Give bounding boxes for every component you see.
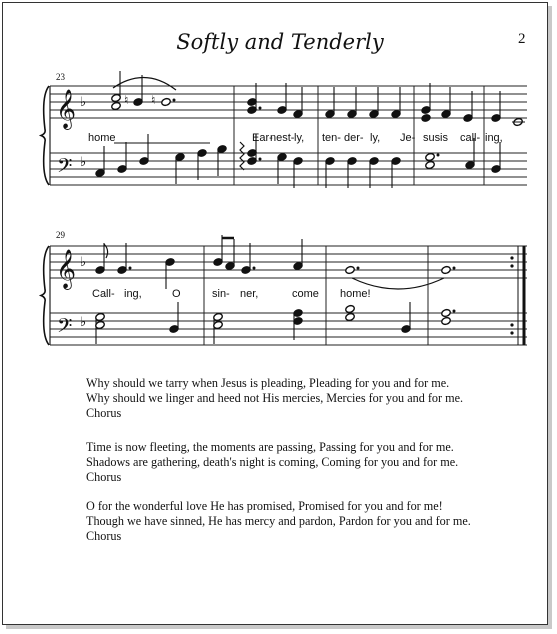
verse-block-2: [86, 440, 458, 484]
half-note-head: [425, 152, 435, 161]
lyric-syllable: ten-: [322, 132, 341, 144]
lyric-syllable: ly,: [370, 132, 381, 144]
half-note-head: [345, 312, 355, 321]
repeat-dot: [510, 331, 513, 334]
lyric-syllable: ing,: [124, 288, 142, 300]
dot: [173, 99, 176, 102]
half-note-head: [345, 304, 355, 313]
lyric-syllable: ner,: [240, 288, 259, 300]
treble-clef-icon: 𝄞: [56, 249, 77, 289]
chorus-label: Chorus: [86, 469, 122, 484]
verse-line: Shadows are gathering, death's night is coming, Coming for you and for me.: [86, 454, 459, 469]
flat-key-signature-icon: ♭: [80, 315, 87, 330]
bass-clef-icon: 𝄢: [57, 314, 73, 342]
half-note-head: [441, 265, 451, 274]
lyric-syllable: O: [172, 288, 181, 300]
lyric-syllable: Call-: [92, 288, 115, 300]
repeat-dot: [510, 323, 513, 326]
lyric-syllable: ly,: [294, 132, 305, 144]
lyric-syllable: home!: [340, 288, 371, 300]
verse-block-3: [86, 499, 471, 543]
verse-line: O for the wonderful love He has promised, Promised for you and for me!: [86, 499, 443, 513]
chorus-label: Chorus: [86, 405, 122, 420]
lyric-syllable: home: [88, 132, 116, 144]
repeat-dot: [510, 256, 513, 259]
slur: [113, 77, 176, 90]
dot: [437, 154, 440, 157]
system-1: [41, 71, 527, 188]
natural-sign-icon: ♮: [124, 93, 129, 107]
chorus-label: Chorus: [86, 528, 122, 543]
lyric-syllable: ing,: [485, 132, 503, 144]
dot: [453, 267, 456, 270]
measure-number: 23: [56, 72, 65, 82]
system-brace: [41, 86, 49, 185]
song-title: Softly and Tenderly: [176, 30, 384, 54]
lyric-syllable: sus: [423, 132, 441, 144]
dot: [453, 310, 456, 313]
flat-key-signature-icon: ♭: [80, 255, 87, 270]
half-note-head: [161, 97, 171, 106]
note-head: [421, 113, 431, 122]
verse-block-1: [86, 376, 463, 420]
page-number: 2: [518, 31, 526, 47]
lyric-syllable: Je-: [400, 132, 416, 144]
system-brace: [41, 246, 49, 345]
system-2: [41, 230, 527, 345]
verse-line: Why should we tarry when Jesus is pleading, Pleading for you and for me.: [86, 376, 450, 390]
half-note-head: [345, 265, 355, 274]
lyric-syllable: Ear-: [252, 132, 273, 144]
dot: [259, 158, 262, 161]
verse-line: Why should we linger and heed not His mercies, Mercies for you and for me.: [86, 390, 464, 405]
dot: [129, 267, 132, 270]
dot: [357, 267, 360, 270]
half-note-head: [441, 308, 451, 317]
verse-line: Time is now fleeting, the moments are passing, Passing for you and for me.: [86, 440, 454, 454]
measure-number: 29: [56, 230, 65, 240]
bass-clef-icon: 𝄢: [57, 154, 73, 182]
lyric-syllable: der-: [344, 132, 364, 144]
lyric-syllable: call-: [460, 132, 481, 144]
arpeggio-icon: [240, 142, 244, 170]
verse-line: Though we have sinned, He has mercy and pardon, Pardon for you and for me.: [86, 513, 471, 528]
flat-key-signature-icon: ♭: [80, 155, 87, 170]
lyric-syllable: is: [440, 132, 448, 144]
half-note-head: [111, 101, 121, 110]
natural-sign-icon: ♮: [151, 93, 156, 107]
dot: [253, 267, 256, 270]
treble-clef-icon: 𝄞: [56, 89, 77, 129]
lyric-syllable: come: [292, 288, 319, 300]
dot: [259, 107, 262, 110]
flat-key-signature-icon: ♭: [80, 95, 87, 110]
repeat-dot: [510, 264, 513, 267]
lyric-syllable: sin-: [212, 288, 230, 300]
half-note-head: [441, 316, 451, 325]
lyric-syllable: nest-: [270, 132, 295, 144]
half-note-head: [425, 160, 435, 169]
